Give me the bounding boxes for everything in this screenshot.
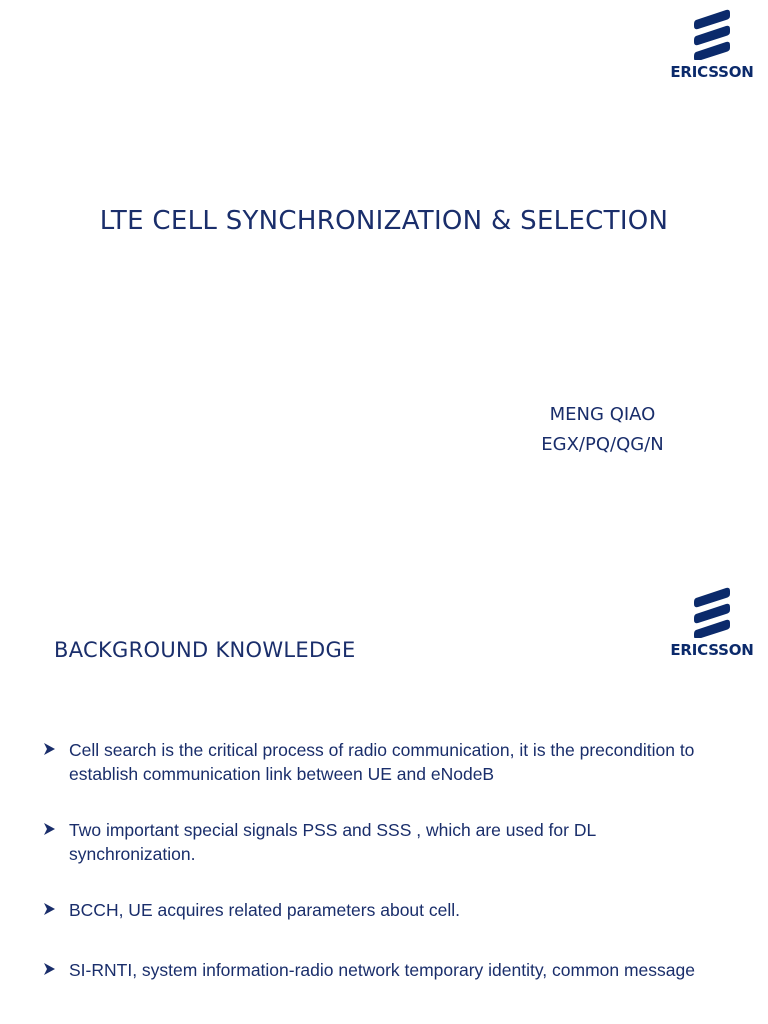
ericsson-logo <box>664 586 760 658</box>
bullet-item <box>42 898 722 922</box>
ericsson-logo-icon <box>692 8 732 60</box>
bullet-item <box>42 818 722 866</box>
logo-text: ERICSSON <box>670 63 754 81</box>
author-name: MENG QIAO <box>549 404 656 425</box>
bullet-list <box>42 738 722 1014</box>
slide-background-knowledge <box>0 512 768 1024</box>
slide-heading: BACKGROUND KNOWLEDGE <box>54 638 356 662</box>
slide-title-text: LTE CELL SYNCHRONIZATION & SELECTION <box>99 206 669 236</box>
arrow-bullet-icon <box>42 822 56 836</box>
author-department: EGX/PQ/QG/N <box>541 434 664 455</box>
bullet-item <box>42 958 722 982</box>
ericsson-logo-icon <box>692 586 732 638</box>
bullet-text: Two important special signals PSS and SSS , which are used for DL synchronization. <box>69 820 596 864</box>
author-block <box>500 400 705 460</box>
arrow-bullet-icon <box>42 742 56 756</box>
bullet-text: Cell search is the critical process of radio communication, it is the precondition to establish communication link between UE and eNodeB <box>69 740 695 784</box>
arrow-bullet-icon <box>42 962 56 976</box>
logo-text: ERICSSON <box>670 641 754 659</box>
bullet-text: SI-RNTI, system information-radio network temporary identity, common message <box>69 960 695 980</box>
ericsson-logo <box>664 8 760 80</box>
arrow-bullet-icon <box>42 902 56 916</box>
bullet-text: BCCH, UE acquires related parameters about cell. <box>69 900 461 920</box>
bullet-item <box>42 738 722 786</box>
